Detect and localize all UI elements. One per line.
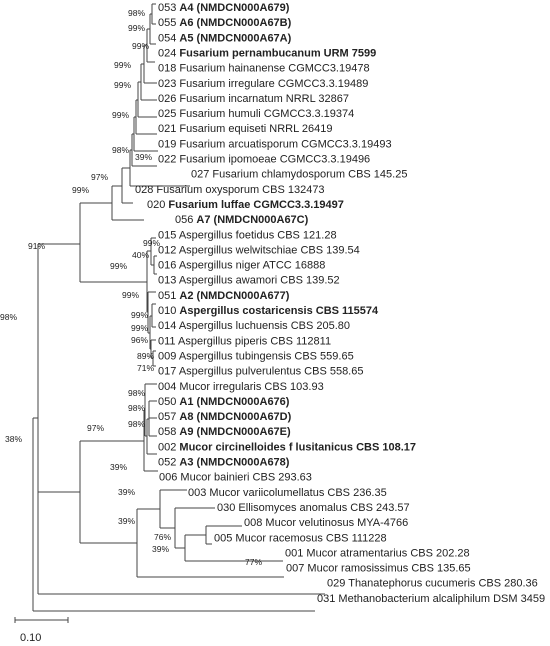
leaf-name: Aspergillus luchuensis CBS 205.80	[178, 320, 351, 333]
bootstrap-label: 98%	[128, 403, 146, 413]
leaf-id: 023	[158, 77, 180, 90]
bootstrap-label: 91%	[28, 241, 46, 251]
branch	[160, 508, 215, 548]
leaf-name: A9 (NMDCN000A67E)	[179, 426, 291, 439]
leaf-label-019	[158, 138, 392, 150]
leaf-label-052	[158, 457, 290, 469]
leaf-id: 050	[158, 395, 180, 408]
leaf-id: 019	[158, 138, 180, 151]
leaf-name: Fusarium chlamydosporum CBS 145.25	[212, 168, 408, 181]
leaf-name: A7 (NMDCN000A67C)	[196, 214, 309, 227]
leaf-id: 018	[158, 62, 180, 75]
leaf-name: Fusarium humuli CGMCC3.3.19374	[179, 108, 355, 121]
branch	[150, 4, 156, 44]
leaf-label-015	[158, 229, 337, 241]
leaf-id: 015	[158, 229, 179, 242]
leaf-id: 031	[317, 592, 339, 605]
leaf-label-023	[158, 78, 368, 90]
bootstrap-label: 99%	[112, 110, 130, 120]
leaf-label-008	[244, 517, 408, 529]
leaf-label-022	[158, 154, 370, 166]
leaf-id: 009	[158, 350, 179, 363]
leaf-name: A8 (NMDCN000A67D)	[179, 411, 292, 424]
bootstrap-label: 99%	[132, 41, 150, 51]
leaf-labels	[135, 2, 545, 605]
branch	[138, 64, 157, 100]
leaf-label-021	[158, 123, 332, 135]
leaf-id: 008	[244, 517, 266, 530]
leaf-name: Aspergillus welwitschiae CBS 139.54	[178, 244, 360, 257]
leaf-name: Mucor velutinosus MYA-4766	[265, 517, 409, 530]
bootstrap-label: 99%	[72, 185, 90, 195]
leaf-label-028	[135, 184, 325, 196]
leaf-id: 007	[286, 562, 308, 575]
bootstrap-label: 99%	[143, 238, 161, 248]
leaf-id: 004	[158, 380, 180, 393]
bootstrap-label: 98%	[128, 419, 146, 429]
leaf-name: A6 (NMDCN000A67B)	[179, 17, 292, 30]
leaf-name: Aspergillus tubingensis CBS 559.65	[178, 350, 354, 363]
bootstrap-label: 71%	[137, 363, 155, 373]
leaf-label-011	[158, 335, 331, 347]
leaf-name: Ellisomyces anomalus CBS 243.57	[238, 501, 410, 514]
bootstrap-label: 99%	[122, 290, 140, 300]
branch	[150, 304, 156, 327]
leaf-id: 012	[158, 244, 179, 257]
leaf-id: 056	[175, 214, 197, 227]
leaf-name: Aspergillus niger ATCC 16888	[178, 259, 326, 272]
leaf-label-012	[158, 244, 360, 256]
leaf-name: Aspergillus pulverulentus CBS 558.65	[178, 365, 364, 378]
leaf-name: Fusarium ipomoeae CGMCC3.3.19496	[179, 153, 371, 166]
leaf-id: 016	[158, 259, 179, 272]
leaf-label-025	[158, 108, 354, 120]
leaf-id: 010	[158, 305, 180, 317]
leaf-name: Mucor racemosus CBS 111228	[235, 532, 387, 545]
leaf-name: Mucor variicolumellatus CBS 236.35	[209, 486, 387, 499]
leaf-id: 006	[159, 471, 181, 484]
bootstrap-label: 40%	[132, 250, 150, 260]
leaf-id: 027	[191, 168, 213, 181]
leaf-label-007	[286, 563, 471, 575]
leaf-name: Mucor atramentarius CBS 202.28	[306, 547, 470, 560]
leaf-id: 057	[158, 411, 180, 424]
bootstrap-label: 39%	[118, 487, 136, 497]
leaf-id: 001	[285, 547, 307, 560]
leaf-id: 025	[158, 108, 180, 121]
scale-bar-label: 0.10	[20, 632, 42, 644]
leaf-label-053	[158, 2, 290, 14]
leaf-label-003	[188, 487, 387, 499]
bootstrap-label: 38%	[5, 434, 23, 444]
leaf-id: 058	[158, 426, 180, 439]
bootstrap-label: 76%	[154, 532, 172, 542]
leaf-id: 013	[158, 274, 179, 287]
leaf-label-010	[158, 305, 379, 317]
branch	[38, 441, 80, 543]
leaf-name: Fusarium pernambucanum URM 7599	[179, 47, 377, 60]
leaf-name: Methanobacterium alcaliphilum DSM 3459	[338, 592, 546, 605]
leaf-label-054	[158, 32, 292, 44]
bootstrap-label: 99%	[131, 323, 149, 333]
leaf-id: 051	[158, 289, 180, 302]
leaf-id: 022	[158, 153, 180, 166]
leaf-id: 021	[158, 123, 180, 136]
leaf-label-057	[158, 411, 292, 423]
bootstrap-label: 39%	[135, 152, 153, 162]
bootstrap-label: 39%	[152, 544, 170, 554]
branch	[144, 384, 157, 454]
leaf-label-058	[158, 426, 291, 438]
leaf-id: 014	[158, 320, 179, 333]
leaf-label-002	[158, 441, 416, 453]
leaf-label-005	[214, 532, 387, 544]
leaf-id: 005	[214, 532, 236, 545]
leaf-label-029	[327, 578, 538, 590]
leaf-label-031	[317, 593, 545, 605]
leaf-name: Fusarium irregulare CGMCC3.3.19489	[179, 77, 369, 90]
leaf-label-051	[158, 290, 290, 302]
leaf-id: 028	[135, 183, 157, 196]
leaf-id: 052	[158, 456, 180, 469]
bootstrap-label: 97%	[91, 172, 109, 182]
leaf-name: Aspergillus foetidus CBS 121.28	[178, 229, 337, 242]
leaf-name: Mucor ramosissimus CBS 135.65	[307, 562, 471, 575]
leaf-name: A2 (NMDCN000A677)	[179, 289, 290, 302]
leaf-label-056	[175, 214, 309, 226]
leaf-name: Fusarium oxysporum CBS 132473	[156, 183, 325, 196]
leaf-name: Fusarium luffae CGMCC3.3.19497	[168, 198, 344, 211]
leaf-id: 029	[327, 577, 349, 590]
leaf-label-020	[147, 199, 344, 211]
leaf-id: 053	[158, 2, 180, 14]
bootstrap-label: 99%	[131, 310, 149, 320]
leaf-label-055	[158, 17, 292, 29]
leaf-name: A1 (NMDCN000A676)	[179, 395, 290, 408]
leaf-name: Aspergillus awamori CBS 139.52	[178, 274, 340, 287]
bootstrap-label: 39%	[118, 516, 136, 526]
leaf-id: 055	[158, 17, 180, 30]
bootstrap-label: 99%	[110, 261, 128, 271]
branch	[137, 490, 187, 528]
bootstrap-label: 39%	[110, 462, 128, 472]
leaf-id: 026	[158, 92, 180, 105]
leaf-name: Fusarium hainanense CGMCC3.19478	[179, 62, 370, 75]
leaf-id: 017	[158, 365, 179, 378]
bootstrap-label: 89%	[137, 351, 155, 361]
leaf-id: 020	[147, 198, 169, 211]
leaf-name: Mucor bainieri CBS 293.63	[180, 471, 312, 484]
leaf-label-017	[158, 366, 363, 378]
leaf-id: 030	[217, 501, 239, 514]
leaf-label-006	[159, 472, 312, 484]
leaf-label-026	[158, 93, 349, 105]
leaf-label-009	[158, 350, 354, 362]
bootstrap-label: 98%	[112, 145, 130, 155]
leaf-id: 011	[158, 335, 178, 348]
leaf-label-018	[158, 63, 370, 75]
leaf-name: Fusarium incarnatum NRRL 32867	[179, 92, 349, 105]
leaf-name: Fusarium arcuatisporum CGMCC3.3.19493	[179, 138, 392, 151]
leaf-label-014	[158, 320, 350, 332]
leaf-label-016	[158, 260, 325, 272]
leaf-label-050	[158, 396, 290, 408]
bootstrap-label: 77%	[245, 557, 263, 567]
leaf-name: A3 (NMDCN000A678)	[179, 456, 290, 469]
leaf-id: 024	[158, 47, 180, 60]
bootstrap-label: 96%	[131, 335, 149, 345]
leaf-label-013	[158, 275, 340, 287]
bootstrap-label: 97%	[87, 423, 105, 433]
leaf-name: Fusarium equiseti NRRL 26419	[179, 123, 333, 136]
leaf-name: A4 (NMDCN000A679)	[179, 2, 290, 14]
leaf-name: Thanatephorus cucumeris CBS 280.36	[348, 577, 538, 590]
leaf-id: 002	[158, 441, 180, 454]
leaf-id: 003	[188, 486, 210, 499]
leaf-label-001	[285, 547, 470, 559]
leaf-name: Aspergillus piperis CBS 112811	[178, 335, 332, 348]
bootstrap-label: 99%	[114, 80, 132, 90]
leaf-label-024	[158, 47, 376, 59]
bootstrap-label: 98%	[0, 312, 18, 322]
leaf-label-027	[191, 169, 407, 181]
leaf-name: Mucor circinelloides f lusitanicus CBS 108.17	[179, 441, 417, 454]
bootstrap-label: 99%	[114, 60, 132, 70]
branch	[147, 401, 157, 436]
leaf-name: Aspergillus costaricensis CBS 115574	[179, 305, 379, 317]
leaf-label-030	[217, 502, 410, 514]
bootstrap-label: 98%	[128, 8, 146, 18]
bootstrap-label: 98%	[128, 388, 146, 398]
leaf-name: Mucor irregularis CBS 103.93	[179, 380, 324, 393]
leaf-name: A5 (NMDCN000A67A)	[179, 32, 292, 45]
leaf-label-004	[158, 381, 324, 393]
leaf-id: 054	[158, 32, 180, 45]
bootstrap-label: 99%	[128, 23, 146, 33]
